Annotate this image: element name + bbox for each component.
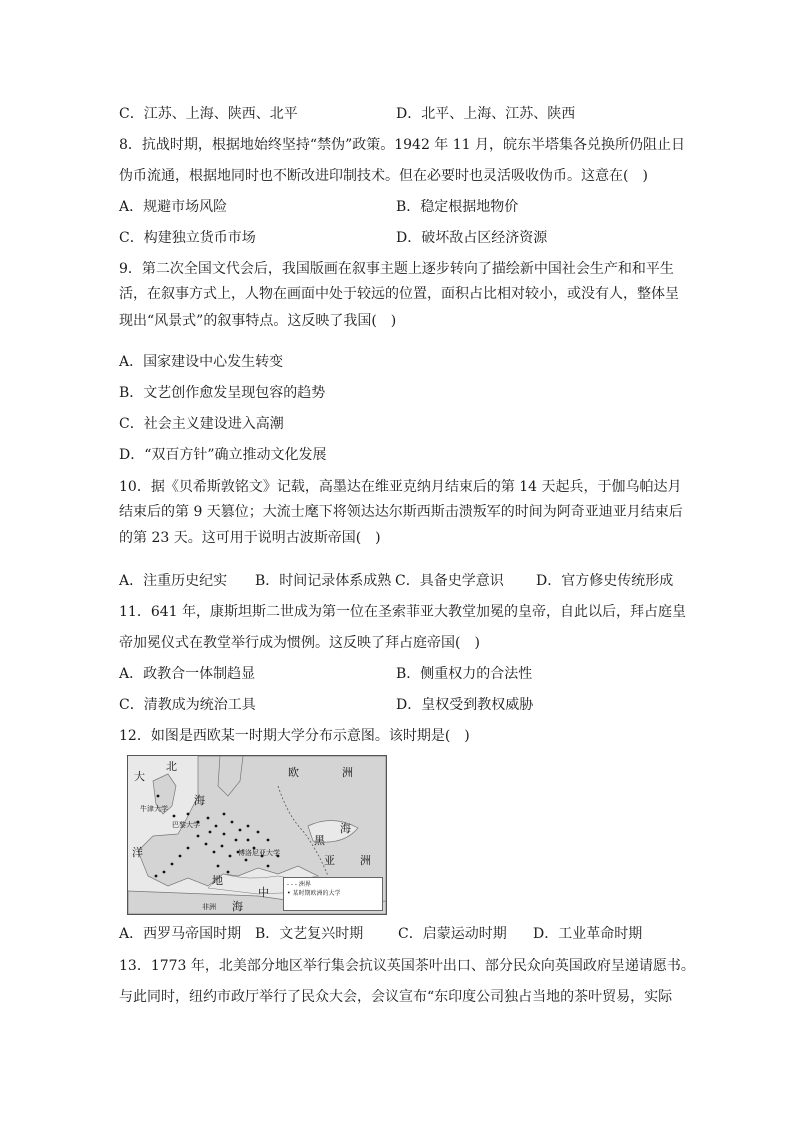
europe-university-map (127, 755, 387, 915)
q10-option-c[interactable]: C．具备史学意识 (395, 573, 504, 589)
q12-option-b[interactable]: B．文艺复兴时期 (255, 926, 364, 942)
q12-option-a[interactable]: A．西罗马帝国时期 (119, 926, 242, 942)
university-dot (245, 859, 248, 862)
university-dot (187, 847, 190, 850)
q11-option-d[interactable]: D．皇权受到教权威胁 (396, 697, 534, 713)
label-ou: 欧 (288, 766, 299, 779)
q9-option-c[interactable]: C．社会主义建设进入高潮 (119, 416, 284, 432)
university-dot (229, 855, 232, 858)
university-dot (221, 845, 224, 848)
q8-stem-line1: 8．抗战时期，根据地始终坚持“禁伪”政策。1942 年 11 月，皖东半塔集各兑换所仍阻止日 (119, 137, 686, 153)
q12-stem: 12．如图是西欧某一时期大学分布示意图。该时期是( ) (119, 728, 470, 744)
q7-option-d[interactable]: D．北平、上海、江苏、陕西 (396, 106, 576, 122)
q9-option-b[interactable]: B．文艺创作愈发呈现包容的趋势 (119, 385, 326, 401)
q8-option-d[interactable]: D．破坏敌占区经济资源 (396, 230, 548, 246)
label-xi: 洋 (132, 846, 143, 859)
university-dot (163, 871, 166, 874)
q8-option-a[interactable]: A．规避市场风险 (119, 199, 228, 215)
university-dot (213, 851, 216, 854)
q12-option-d[interactable]: D．工业革命时期 (533, 926, 643, 942)
label-zhou1: 洲 (342, 766, 353, 779)
q8-option-b[interactable]: B．稳定根据地物价 (396, 199, 519, 215)
q13-stem-line1: 13．1773 年，北美部分地区举行集会抗议英国茶叶出口、部分民众向英国政府呈递请愿书。 (119, 958, 695, 974)
university-dot (173, 815, 176, 818)
q10-option-a[interactable]: A．注重历史纪实 (119, 573, 228, 589)
q11-option-c[interactable]: C．清教成为统治工具 (119, 697, 256, 713)
legend-univ: • 某时期欧洲的大学 (287, 890, 341, 897)
university-dot (231, 821, 234, 824)
university-dot (267, 839, 270, 842)
university-dot (223, 813, 226, 816)
university-dot (267, 865, 270, 868)
q12-option-c[interactable]: C．启蒙运动时期 (398, 926, 507, 942)
university-dot (171, 863, 174, 866)
label-hai3: 海 (232, 900, 243, 913)
university-dot (155, 875, 158, 878)
label-paris: 巴黎大学 (172, 821, 200, 829)
university-dot (235, 839, 238, 842)
university-dot (217, 865, 220, 868)
university-dot (223, 833, 226, 836)
q8-option-c[interactable]: C．构建独立货币市场 (119, 230, 256, 246)
university-dot (187, 813, 190, 816)
legend-boundary: - - - 洲界 (287, 881, 311, 888)
q11-option-b[interactable]: B．侧重权力的合法性 (396, 666, 533, 682)
label-da: 大 (134, 770, 145, 783)
label-bei: 北 (166, 760, 177, 773)
label-hai2: 海 (340, 822, 351, 835)
q7-option-c[interactable]: C．江苏、上海、陕西、北平 (119, 106, 298, 122)
q10-option-d[interactable]: D．官方修史传统形成 (536, 573, 674, 589)
q9-stem-line3: 现出“风景式”的叙事特点。这反映了我国( ) (119, 313, 397, 329)
q9-stem-line2: 活，在叙事方式上，人物在画面中处于较远的位置，面积占比相对较小，或没有人，整体呈 (119, 286, 679, 302)
university-dot (207, 817, 210, 820)
university-dot (239, 829, 242, 832)
label-ya: 亚 (324, 854, 335, 867)
university-dot (257, 831, 260, 834)
q10-stem-line3: 的第 23 天。这可用于说明古波斯帝国( ) (119, 530, 381, 546)
q9-stem-line1: 9．第二次全国文代会后，我国版画在叙事主题上逐步转向了描绘新中国社会生产和和平生 (119, 261, 674, 277)
q10-stem-line2: 结束后的第 9 天篡位；大流士麾下将领达达尔斯西斯击溃叛军的时间为阿奇亚迪亚月结束后 (119, 504, 683, 520)
label-zhong: 中 (258, 886, 269, 899)
label-feizhou: 非洲 (202, 903, 216, 911)
q10-option-b[interactable]: B．时间记录体系成熟 (255, 573, 392, 589)
q9-option-a[interactable]: A．国家建设中心发生转变 (119, 354, 284, 370)
q10-stem-line1: 10．据《贝希斯敦铭文》记载，高墨达在维亚克纳月结束后的第 14 天起兵，于伽乌帕达月 (119, 479, 682, 495)
university-dot (247, 839, 250, 842)
label-di: 地 (212, 874, 223, 887)
q9-option-d[interactable]: D．“双百方针”确立推动文化发展 (119, 447, 327, 463)
q11-stem-line2: 帝加冕仪式在教堂举行成为惯例。这反映了拜占庭帝国( ) (119, 635, 480, 651)
university-dot (209, 831, 212, 834)
legend-boundary-text: 洲界 (298, 881, 311, 888)
university-dot (205, 843, 208, 846)
label-hei: 黑 (314, 834, 325, 847)
legend-univ-text: 某时期欧洲的大学 (292, 890, 341, 897)
map-legend (283, 877, 383, 911)
university-dot (197, 835, 200, 838)
university-dot (215, 825, 218, 828)
university-dot (179, 855, 182, 858)
label-hai1: 海 (194, 794, 205, 807)
university-dot (247, 825, 250, 828)
q11-option-a[interactable]: A．政教合一体制趋显 (119, 666, 256, 682)
label-zhou2: 洲 (360, 854, 371, 867)
label-bologna: 博洛尼亚大学 (238, 849, 280, 857)
q13-stem-line2: 与此同时，纽约市政厅举行了民众大会，会议宣布“东印度公司独占当地的茶叶贸易，实际 (119, 989, 673, 1005)
university-dot (227, 871, 230, 874)
university-dot (157, 795, 160, 798)
q8-stem-line2: 伪币流通，根据地同时也不断改进印制技术。但在必要时也灵活吸收伪币。这意在( ) (119, 168, 648, 184)
label-oxford: 牛津大学 (140, 805, 168, 813)
q11-stem-line1: 11．641 年，康斯坦斯二世成为第一位在圣索菲亚大教堂加冕的皇帝，自此以后，拜占庭皇 (119, 604, 686, 620)
